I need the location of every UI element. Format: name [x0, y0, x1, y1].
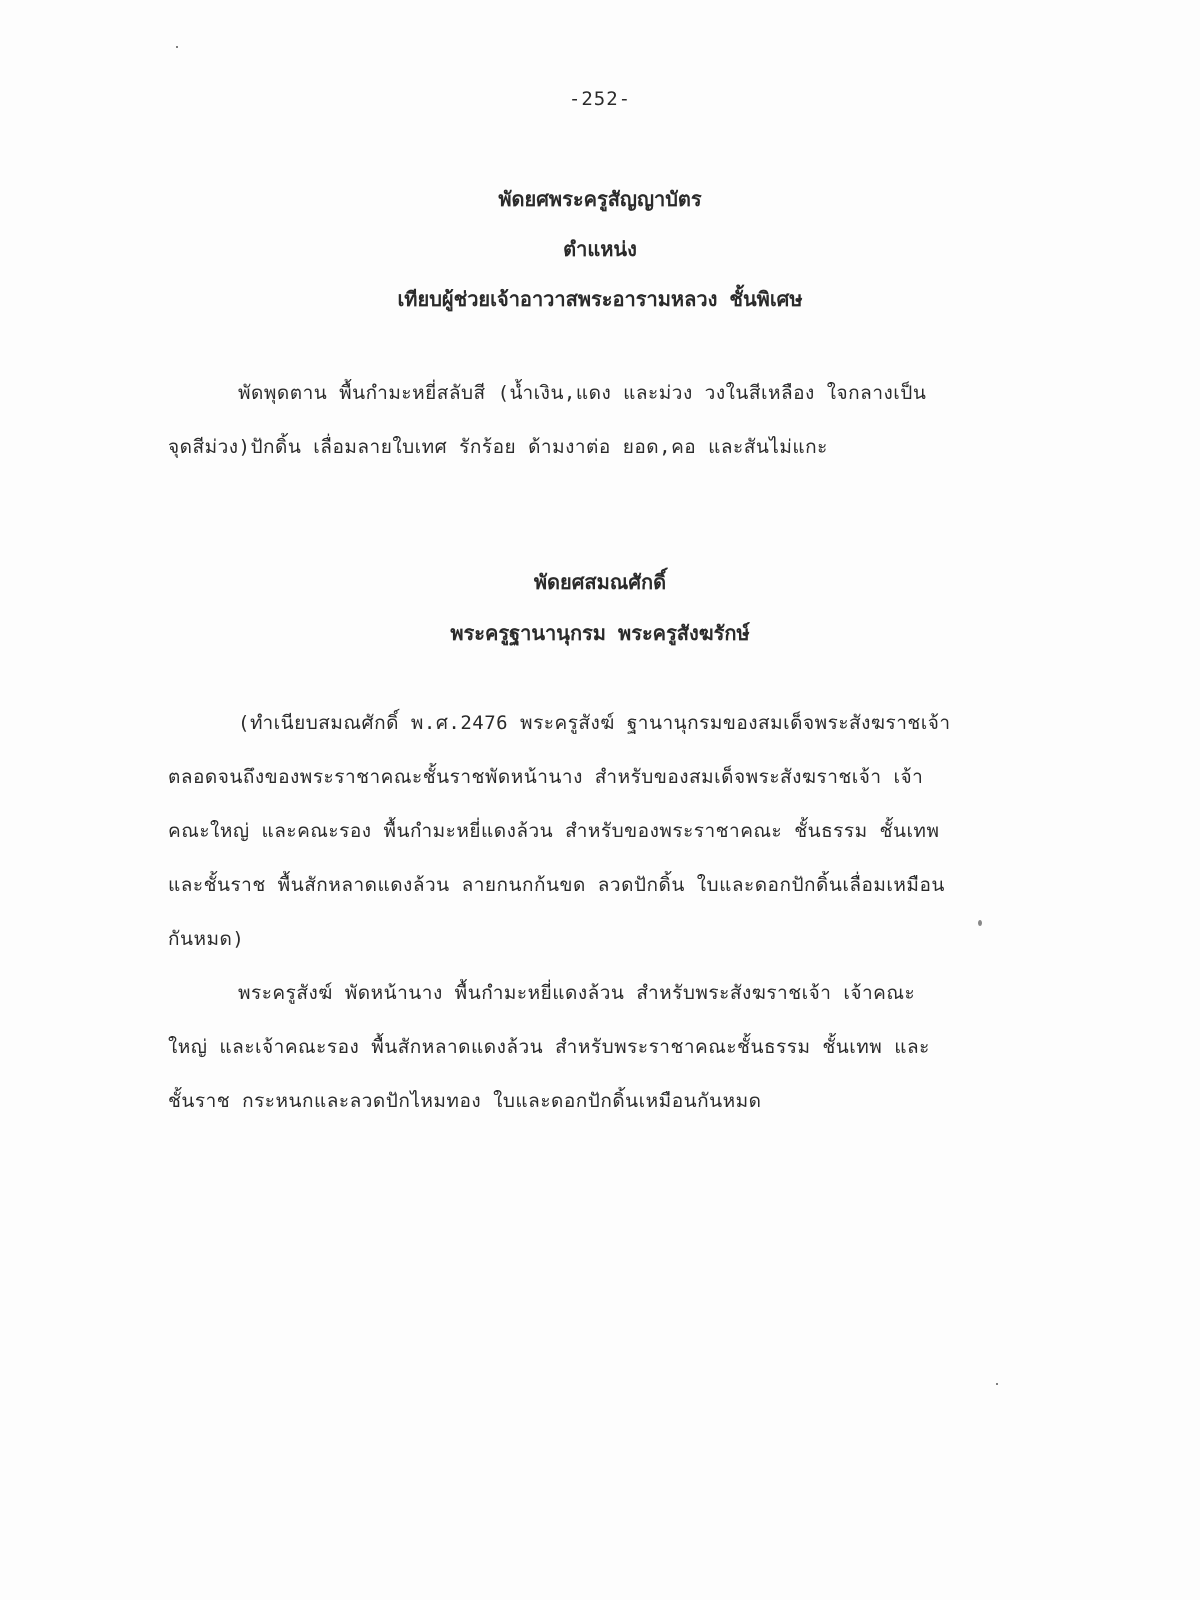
paragraph-line: พัดพุดตาน พื้นกำมะหยี่สลับสี (น้ำเงิน,แดง และม่วง วงในสีเหลือง ใจกลางเป็น	[238, 382, 927, 404]
scan-speck	[176, 46, 178, 48]
paragraph-line: กันหมด)	[168, 928, 245, 950]
paragraph-line: และชั้นราช พื้นสักหลาดแดงล้วน ลายกนกก้นขด ลวดปักดิ้น ใบและดอกปักดิ้นเลื่อมเหมือน	[168, 874, 945, 896]
section2-subtitle: พระครูฐานานุกรม พระครูสังฆรักษ์	[450, 621, 750, 645]
scan-speck	[996, 1383, 998, 1385]
paragraph-line: ชั้นราช กระหนกและลวดปักไหมทอง ใบและดอกปักดิ้นเหมือนกันหมด	[168, 1090, 762, 1112]
paragraph-line: พระครูสังฆ์ พัดหน้านาง พื้นกำมะหยี่แดงล้วน สำหรับพระสังฆราชเจ้า เจ้าคณะ	[238, 982, 916, 1004]
paragraph-line: (ทำเนียบสมณศักดิ์ พ.ศ.2476 พระครูสังฆ์ ฐานานุกรมของสมเด็จพระสังฆราชเจ้า	[238, 712, 951, 734]
scan-speck	[978, 920, 982, 926]
paragraph-line: คณะใหญ่ และคณะรอง พื้นกำมะหยี่แดงล้วน สำหรับของพระราชาคณะ ชั้นธรรม ชั้นเทพ	[168, 820, 940, 842]
section1-subtitle: ตำแหน่ง	[563, 237, 637, 261]
page-number: -252-	[568, 88, 632, 110]
paragraph-line: จุดสีม่วง)ปักดิ้น เลื่อมลายใบเทศ รักร้อย ด้ามงาต่อ ยอด,คอ และสันไม่แกะ	[168, 436, 828, 458]
section1-paragraph	[168, 366, 1048, 474]
section2-title: พัดยศสมณศักดิ์	[533, 570, 667, 594]
section2-paragraph-2	[168, 966, 1048, 1128]
paragraph-line: ตลอดจนถึงของพระราชาคณะชั้นราชพัดหน้านาง สำหรับของสมเด็จพระสังฆราชเจ้า เจ้า	[168, 766, 924, 788]
section1-title: พัดยศพระครูสัญญาบัตร	[498, 187, 702, 211]
section2-paragraph-1	[168, 696, 1048, 966]
section1-rank: เทียบผู้ช่วยเจ้าอาวาสพระอารามหลวง ชั้นพิเศษ	[397, 287, 803, 311]
paragraph-line: ใหญ่ และเจ้าคณะรอง พื้นสักหลาดแดงล้วน สำหรับพระราชาคณะชั้นธรรม ชั้นเทพ และ	[168, 1036, 930, 1058]
